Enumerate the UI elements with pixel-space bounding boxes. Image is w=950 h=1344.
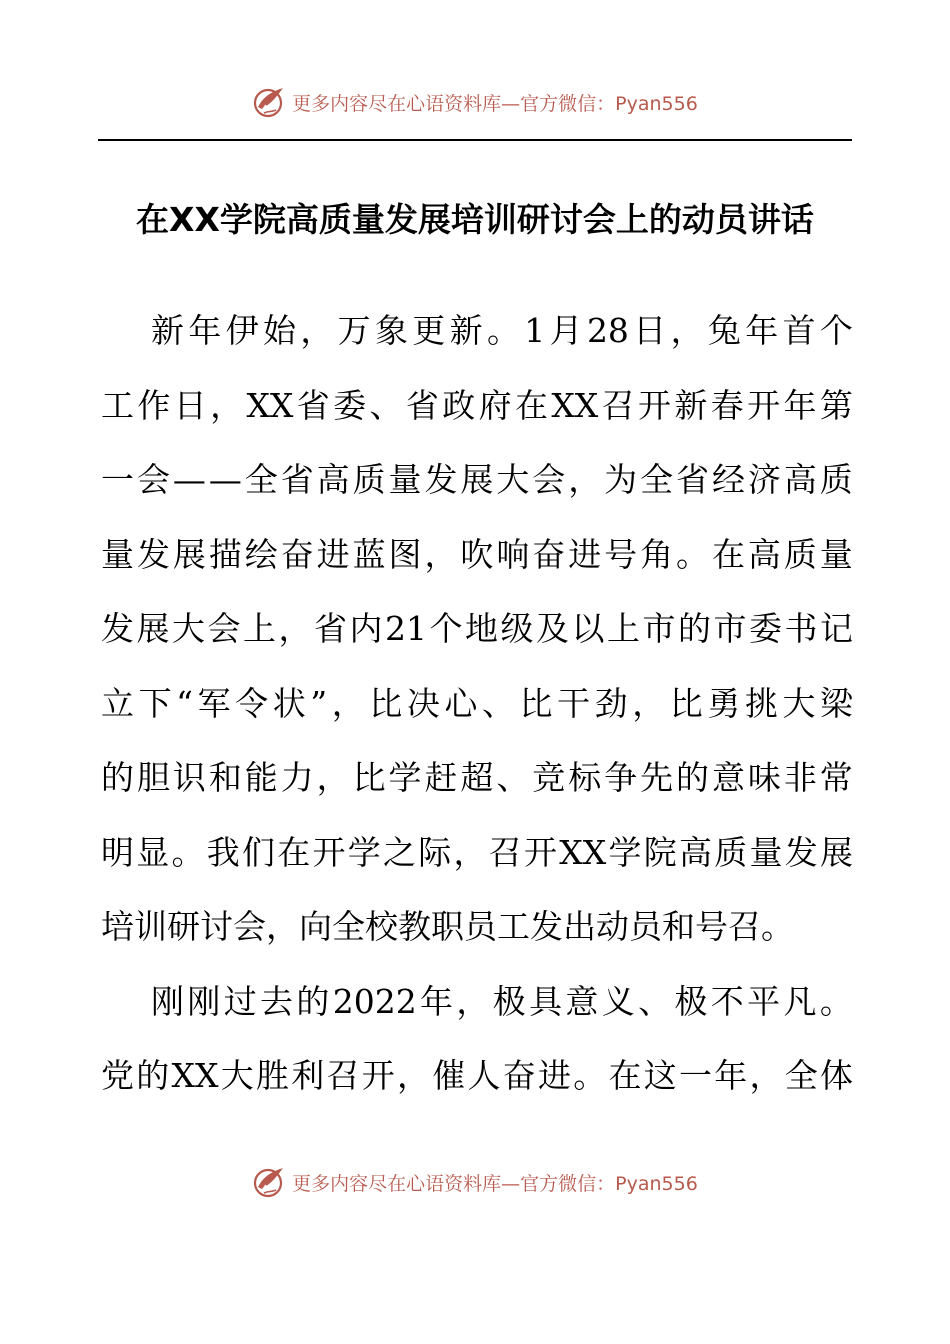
glyph: 省 xyxy=(314,609,347,649)
glyph: 高 xyxy=(316,460,350,500)
body-line xyxy=(101,369,853,444)
glyph: 赶 xyxy=(424,758,458,798)
glyph: 和 xyxy=(662,907,695,947)
glyph: 和 xyxy=(208,758,242,798)
banner-text xyxy=(292,89,698,116)
glyph: 发 xyxy=(784,832,818,872)
glyph: XX xyxy=(246,385,294,425)
glyph: 能 xyxy=(244,758,278,798)
glyph: XX xyxy=(559,832,607,872)
glyph: 开 xyxy=(747,385,781,425)
glyph: 梁 xyxy=(820,683,853,723)
glyph: 、 xyxy=(369,385,403,425)
glyph: 意 xyxy=(565,981,599,1021)
glyph: 之 xyxy=(383,832,416,872)
glyph: 利 xyxy=(291,1056,325,1096)
glyph: 发 xyxy=(136,534,170,574)
glyph: 培 xyxy=(101,907,134,947)
glyph: XX xyxy=(171,1056,219,1096)
glyph: 1 xyxy=(524,311,546,351)
glyph: 我 xyxy=(206,832,240,872)
glyph: 上 xyxy=(607,609,640,649)
quill-pen-logo-icon xyxy=(252,85,286,119)
glyph: 新 xyxy=(449,311,483,351)
glyph: 一 xyxy=(679,1056,712,1096)
wechat-id: Pyan556 xyxy=(615,92,698,115)
glyph: 高 xyxy=(747,534,781,574)
glyph: 争 xyxy=(604,758,638,798)
glyph: 的 xyxy=(676,758,709,798)
glyph: 高 xyxy=(783,460,817,500)
body-line xyxy=(101,741,853,816)
glyph: 决 xyxy=(406,683,440,723)
glyph: 力 xyxy=(280,758,314,798)
glyph: ， xyxy=(568,460,602,500)
glyph: 新 xyxy=(674,385,708,425)
glyph: 角 xyxy=(640,534,674,574)
glyph: 年 xyxy=(745,311,779,351)
glyph: 上 xyxy=(243,609,276,649)
glyph: 不 xyxy=(710,981,744,1021)
glyph: 学 xyxy=(608,832,642,872)
glyph: 春 xyxy=(710,385,744,425)
glyph: 识 xyxy=(172,758,206,798)
glyph: 日 xyxy=(173,385,207,425)
glyph: 常 xyxy=(819,758,853,798)
body-line xyxy=(101,443,853,518)
glyph: 图 xyxy=(388,534,422,574)
glyph: 、 xyxy=(638,981,672,1021)
glyph: 奋 xyxy=(280,534,314,574)
body-line xyxy=(101,965,853,1040)
glyph: 奋 xyxy=(532,534,566,574)
glyph: 显 xyxy=(136,832,170,872)
glyph: 先 xyxy=(640,758,674,798)
header-divider xyxy=(98,139,852,141)
glyph: 进 xyxy=(316,534,350,574)
glyph: 府 xyxy=(478,385,512,425)
glyph: 状 xyxy=(272,683,306,723)
glyph: 量 xyxy=(101,534,134,574)
glyph: — xyxy=(208,460,242,500)
glyph: 号 xyxy=(695,907,728,947)
glyph: 在 xyxy=(514,385,548,425)
glyph: 研 xyxy=(167,907,200,947)
wechat-id: Pyan556 xyxy=(615,1172,698,1195)
footer-banner xyxy=(0,1160,950,1204)
glyph: 日 xyxy=(633,311,667,351)
glyph: 勇 xyxy=(707,683,741,723)
glyph: 动 xyxy=(596,907,629,947)
glyph: 质 xyxy=(783,534,817,574)
glyph: 开 xyxy=(312,832,346,872)
glyph: 、 xyxy=(481,683,515,723)
glyph: 会 xyxy=(233,907,266,947)
glyph: 内 xyxy=(349,609,383,649)
glyph: 全 xyxy=(640,460,674,500)
glyph: 以 xyxy=(571,609,605,649)
glyph: 召 xyxy=(488,832,522,872)
glyph: — xyxy=(172,460,206,500)
glyph: 吹 xyxy=(460,534,494,574)
glyph: ” xyxy=(310,683,328,723)
glyph: 学 xyxy=(347,832,381,872)
glyph: ， xyxy=(300,311,334,351)
glyph: 及 xyxy=(536,609,569,649)
glyph: ， xyxy=(456,981,490,1021)
glyph: 际 xyxy=(418,832,452,872)
glyph: 万 xyxy=(337,311,371,351)
glyph: 量 xyxy=(749,832,783,872)
glyph: 进 xyxy=(568,534,602,574)
glyph: ， xyxy=(632,683,666,723)
glyph: 的 xyxy=(101,758,134,798)
glyph: 地 xyxy=(465,609,498,649)
glyph: 年 xyxy=(188,311,222,351)
glyph: 向 xyxy=(299,907,332,947)
glyph: 院 xyxy=(643,832,677,872)
glyph: 大 xyxy=(496,460,530,500)
body-line xyxy=(101,816,853,891)
glyph: 年 xyxy=(420,981,454,1021)
glyph: 书 xyxy=(784,609,818,649)
glyph: 下 xyxy=(138,683,172,723)
glyph: 比 xyxy=(519,683,553,723)
glyph: 第 xyxy=(819,385,853,425)
glyph: 员 xyxy=(464,907,497,947)
glyph: 义 xyxy=(601,981,635,1021)
glyph: 蓝 xyxy=(352,534,386,574)
glyph: 展 xyxy=(820,832,853,872)
body-line xyxy=(101,294,853,369)
glyph: 号 xyxy=(604,534,638,574)
glyph: 描 xyxy=(208,534,242,574)
glyph: 会 xyxy=(532,460,566,500)
glyph: ， xyxy=(424,534,458,574)
glyph: 记 xyxy=(820,609,853,649)
glyph: 比 xyxy=(669,683,703,723)
glyph: 全 xyxy=(332,907,365,947)
glyph: ， xyxy=(316,758,350,798)
glyph: 始 xyxy=(262,311,296,351)
glyph: 省 xyxy=(296,385,330,425)
glyph: 催 xyxy=(432,1056,466,1096)
document-title: 在XX学院高质量发展培训研讨会上的动员讲话 xyxy=(136,200,814,239)
glyph: 一 xyxy=(101,460,134,500)
glyph: 。 xyxy=(171,832,205,872)
glyph: 工 xyxy=(101,385,134,425)
glyph: 平 xyxy=(747,981,781,1021)
glyph: 在 xyxy=(711,534,745,574)
glyph: 员 xyxy=(629,907,662,947)
glyph: 在 xyxy=(608,1056,642,1096)
glyph: 标 xyxy=(568,758,602,798)
banner-label: 更多内容尽在心语资料库—官方微信： xyxy=(292,92,616,115)
glyph: 体 xyxy=(820,1056,853,1096)
glyph: 个 xyxy=(429,609,463,649)
glyph: 会 xyxy=(207,609,241,649)
glyph: 超 xyxy=(460,758,494,798)
glyph: 政 xyxy=(442,385,476,425)
glyph: 28 xyxy=(586,311,629,351)
glyph: 的 xyxy=(296,981,330,1021)
glyph: 刚 xyxy=(187,981,221,1021)
glyph: ， xyxy=(749,1056,783,1096)
body-line xyxy=(101,592,853,667)
glyph: 年 xyxy=(783,385,817,425)
glyph: 党 xyxy=(101,1056,134,1096)
glyph: 开 xyxy=(361,1056,395,1096)
glyph: 个 xyxy=(819,311,853,351)
glyph: 。 xyxy=(486,311,520,351)
glyph: 职 xyxy=(431,907,464,947)
glyph: 军 xyxy=(197,683,231,723)
header-banner xyxy=(0,80,950,124)
glyph: 讨 xyxy=(200,907,233,947)
glyph: ， xyxy=(278,609,312,649)
glyph: 。 xyxy=(573,1056,607,1096)
glyph: 发 xyxy=(424,460,458,500)
glyph: 发 xyxy=(530,907,563,947)
glyph: 在 xyxy=(277,832,311,872)
glyph: 量 xyxy=(819,534,853,574)
glyph: 比 xyxy=(369,683,403,723)
glyph: 校 xyxy=(365,907,398,947)
glyph: 比 xyxy=(352,758,386,798)
glyph: 大 xyxy=(172,609,205,649)
glyph: 全 xyxy=(244,460,278,500)
glyph: 全 xyxy=(784,1056,818,1096)
glyph: 会 xyxy=(136,460,170,500)
glyph: 。 xyxy=(676,534,709,574)
glyph: 大 xyxy=(220,1056,254,1096)
glyph: 意 xyxy=(711,758,745,798)
glyph: 质 xyxy=(714,832,748,872)
glyph: 展 xyxy=(172,534,206,574)
glyph: 大 xyxy=(782,683,816,723)
glyph: 训 xyxy=(134,907,167,947)
glyph: 年 xyxy=(714,1056,748,1096)
glyph: 展 xyxy=(460,460,494,500)
glyph: ， xyxy=(210,385,244,425)
body-line xyxy=(101,1039,853,1114)
glyph: 新 xyxy=(151,311,184,351)
glyph: 兔 xyxy=(707,311,741,351)
glyph: 工 xyxy=(497,907,530,947)
glyph: 教 xyxy=(398,907,431,947)
glyph: 。 xyxy=(819,981,853,1021)
glyph: 首 xyxy=(782,311,816,351)
glyph: 凡 xyxy=(783,981,817,1021)
glyph: 召 xyxy=(728,907,761,947)
glyph: 令 xyxy=(235,683,269,723)
glyph: 发 xyxy=(101,609,134,649)
glyph: 这 xyxy=(643,1056,677,1096)
glyph: 人 xyxy=(467,1056,501,1096)
glyph: 济 xyxy=(747,460,781,500)
glyph: 非 xyxy=(783,758,817,798)
glyph: 展 xyxy=(136,609,170,649)
glyph: 胜 xyxy=(256,1056,289,1096)
glyph: 省 xyxy=(405,385,439,425)
document-body xyxy=(101,294,853,1114)
glyph: 刚 xyxy=(151,981,184,1021)
glyph: 竞 xyxy=(532,758,566,798)
glyph: 省 xyxy=(676,460,709,500)
glyph: 们 xyxy=(242,832,275,872)
glyph: 去 xyxy=(260,981,294,1021)
glyph: 奋 xyxy=(502,1056,536,1096)
glyph: 委 xyxy=(333,385,367,425)
glyph: 更 xyxy=(412,311,446,351)
glyph: 为 xyxy=(604,460,638,500)
glyph: 。 xyxy=(761,907,794,947)
body-line xyxy=(101,518,853,593)
quill-pen-logo-icon xyxy=(252,1165,286,1199)
glyph: ， xyxy=(397,1056,430,1096)
banner-label: 更多内容尽在心语资料库—官方微信： xyxy=(292,1172,616,1195)
glyph: 市 xyxy=(642,609,676,649)
glyph: 的 xyxy=(136,1056,170,1096)
glyph: 高 xyxy=(679,832,712,872)
glyph: 学 xyxy=(388,758,422,798)
glyph: 量 xyxy=(388,460,422,500)
glyph: 伊 xyxy=(225,311,259,351)
glyph: XX xyxy=(551,385,599,425)
glyph: 质 xyxy=(352,460,386,500)
glyph: ， xyxy=(266,907,299,947)
glyph: 干 xyxy=(557,683,591,723)
glyph: 的 xyxy=(678,609,711,649)
glyph: 开 xyxy=(638,385,672,425)
glyph: 过 xyxy=(223,981,257,1021)
glyph: 劲 xyxy=(594,683,628,723)
glyph: 质 xyxy=(819,460,853,500)
glyph: 21 xyxy=(385,609,427,649)
glyph: 味 xyxy=(747,758,781,798)
glyph: 立 xyxy=(101,683,134,723)
glyph: 响 xyxy=(496,534,530,574)
glyph: 胆 xyxy=(136,758,170,798)
glyph: 2022 xyxy=(332,981,417,1021)
glyph: 明 xyxy=(101,832,134,872)
glyph: 经 xyxy=(711,460,745,500)
glyph: 市 xyxy=(713,609,747,649)
glyph: 、 xyxy=(496,758,530,798)
glyph: 召 xyxy=(601,385,635,425)
glyph: ， xyxy=(670,311,704,351)
glyph: 象 xyxy=(374,311,408,351)
glyph: 具 xyxy=(529,981,563,1021)
body-line xyxy=(101,890,853,965)
glyph: 进 xyxy=(538,1056,571,1096)
glyph: 级 xyxy=(500,609,534,649)
body-line xyxy=(101,667,853,742)
glyph: ， xyxy=(331,683,365,723)
glyph: 极 xyxy=(674,981,708,1021)
glyph: 开 xyxy=(524,832,557,872)
glyph: ， xyxy=(453,832,487,872)
glyph: 心 xyxy=(444,683,478,723)
glyph: 委 xyxy=(749,609,782,649)
glyph: 出 xyxy=(563,907,596,947)
glyph: “ xyxy=(176,683,193,723)
glyph: 极 xyxy=(492,981,526,1021)
glyph: 作 xyxy=(137,385,171,425)
glyph: 挑 xyxy=(744,683,778,723)
glyph: 绘 xyxy=(244,534,278,574)
glyph: 省 xyxy=(280,460,314,500)
banner-text xyxy=(292,1169,698,1196)
glyph: 月 xyxy=(549,311,583,351)
glyph: 召 xyxy=(326,1056,360,1096)
